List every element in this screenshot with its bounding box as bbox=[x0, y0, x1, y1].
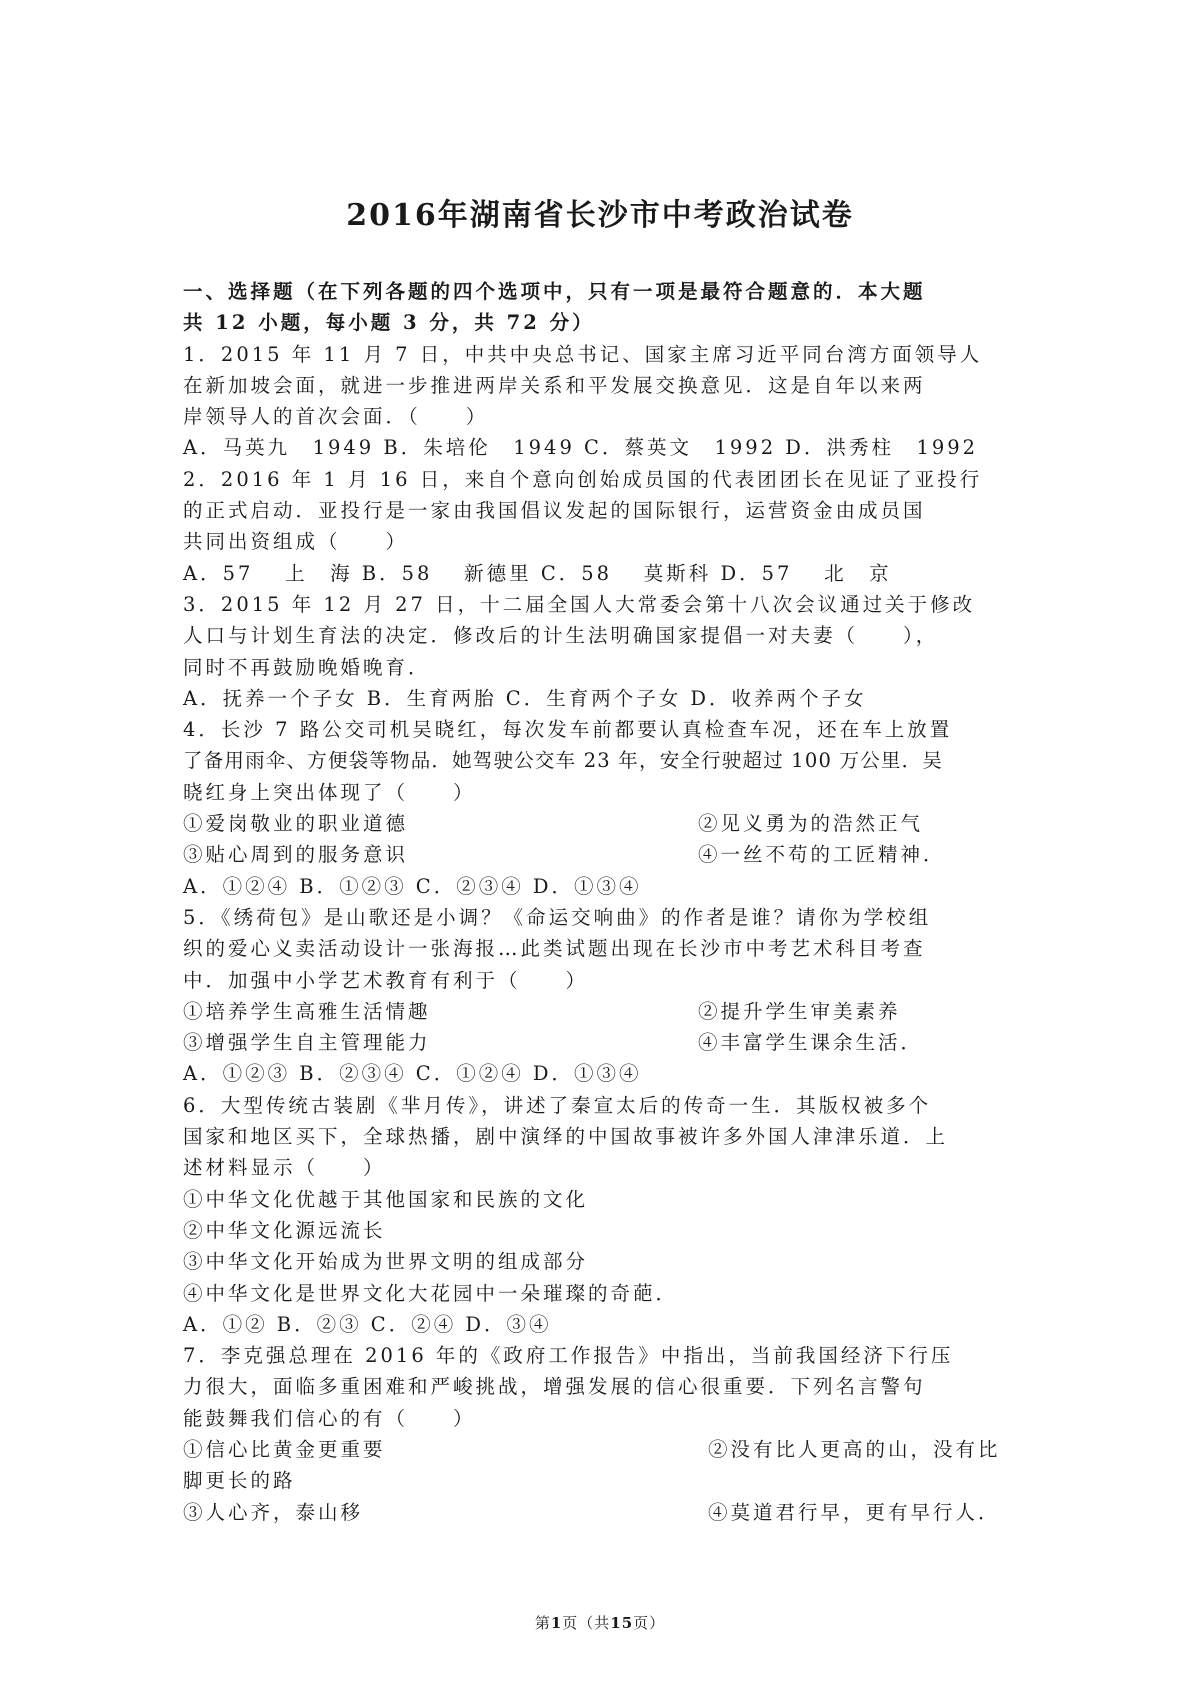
question-text-line: 织的爱心义卖活动设计一张海报…此类试题出现在长沙市中考艺术科目考查 bbox=[183, 937, 926, 961]
question-text-line: 晓红身上突出体现了（ ） bbox=[183, 780, 476, 804]
page-footer bbox=[0, 1612, 1200, 1633]
question-2 bbox=[183, 464, 1033, 589]
answer-options: A．①②③ B．②③④ C．①②④ D．①③④ bbox=[183, 1062, 642, 1086]
question-text-line: 述材料显示（ ） bbox=[183, 1156, 386, 1180]
question-text-line: 1．2015 年 11 月 7 日，中共中央总书记、国家主席习近平同台湾方面领导人 bbox=[183, 342, 983, 366]
question-text-line: 2．2016 年 1 月 16 日，来自个意向创始成员国的代表团团长在见证了亚投行 bbox=[183, 467, 983, 491]
statement-row bbox=[183, 1027, 1033, 1058]
answer-options: A．①② B．②③ C．②④ D．③④ bbox=[183, 1312, 552, 1336]
statement-row bbox=[183, 1465, 1033, 1496]
statement-item: ③增强学生自主管理能力 bbox=[183, 1031, 431, 1055]
question-text-line: 力很大，面临多重困难和严峻挑战，增强发展的信心很重要．下列名言警句 bbox=[183, 1375, 926, 1399]
footer-prefix: 第 bbox=[534, 1614, 551, 1632]
question-text-line: 了备用雨伞、方便袋等物品．她驾驶公交车 23 年，安全行驶超过 100 万公里．吴 bbox=[183, 749, 944, 773]
question-6 bbox=[183, 1090, 1033, 1340]
statement-row bbox=[183, 839, 1033, 870]
section-heading-line-2: 共 12 小题，每小题 3 分，共 72 分） bbox=[183, 311, 595, 335]
statement-item: ②提升学生审美素养 bbox=[698, 999, 901, 1023]
question-text-line: 国家和地区买下，全球热播，剧中演绎的中国故事被许多外国人津津乐道．上 bbox=[183, 1125, 949, 1149]
question-1 bbox=[183, 339, 1033, 464]
answer-options: A．马英九 1949 B．朱培伦 1949 C．蔡英文 1992 D．洪秀柱 1992 bbox=[183, 436, 979, 460]
answer-options: A．抚养一个子女 B．生育两胎 C．生育两个子女 D．收养两个子女 bbox=[183, 686, 867, 710]
answer-options: A．①②④ B．①②③ C．②③④ D．①③④ bbox=[183, 874, 642, 898]
statement-item: ①信心比黄金更重要 bbox=[183, 1437, 386, 1461]
statement-row bbox=[183, 996, 1033, 1027]
question-text-line: 岸领导人的首次会面．（ ） bbox=[183, 405, 489, 429]
statement-item: ②中华文化源远流长 bbox=[183, 1218, 386, 1242]
statement-item: ③中华文化开始成为世界文明的组成部分 bbox=[183, 1250, 589, 1274]
statement-item: ①中华文化优越于其他国家和民族的文化 bbox=[183, 1187, 589, 1211]
section-heading-line-1: 一、选择题（在下列各题的四个选项中，只有一项是最符合题意的．本大题 bbox=[183, 280, 926, 303]
statement-item: ③人心齐，泰山移 bbox=[183, 1500, 364, 1524]
statement-item: 脚更长的路 bbox=[183, 1469, 296, 1493]
statement-item: ④中华文化是世界文化大花园中一朵璀璨的奇葩． bbox=[183, 1281, 679, 1305]
question-text-line: 能鼓舞我们信心的有（ ） bbox=[183, 1406, 476, 1430]
statement-item: ③贴心周到的服务意识 bbox=[183, 843, 409, 867]
question-text-line: 人口与计划生育法的决定．修改后的计生法明确国家提倡一对夫妻（ ）， bbox=[183, 624, 939, 648]
question-4 bbox=[183, 714, 1033, 902]
question-text-line: 4．长沙 7 路公交司机吴晓红，每次发车前都要认真检查车况，还在车上放置 bbox=[183, 718, 953, 742]
question-text-line: 6．大型传统古装剧《芈月传》，讲述了秦宣太后的传奇一生．其版权被多个 bbox=[183, 1093, 932, 1117]
question-7 bbox=[183, 1340, 1033, 1528]
page-title: 2016年湖南省长沙市中考政治试卷 bbox=[346, 198, 854, 233]
footer-suffix: 页） bbox=[633, 1614, 666, 1632]
page-number: 1 bbox=[550, 1614, 563, 1632]
question-text-line: 同时不再鼓励晚婚晚育． bbox=[183, 655, 431, 679]
question-text-line: 5．《绣荷包》是山歌还是小调？《命运交响曲》的作者是谁？请你为学校组 bbox=[183, 905, 932, 929]
statement-item: ①爱岗敬业的职业道德 bbox=[183, 812, 409, 836]
statement-item: ④莫道君行早，更有早行人． bbox=[708, 1500, 1001, 1524]
statement-item: ①培养学生高雅生活情趣 bbox=[183, 999, 431, 1023]
question-5 bbox=[183, 902, 1033, 1090]
question-text-line: 7．李克强总理在 2016 年的《政府工作报告》中指出，当前我国经济下行压 bbox=[183, 1344, 954, 1368]
question-text-line: 中．加强中小学艺术教育有利于（ ） bbox=[183, 968, 589, 992]
question-text-line: 3．2015 年 12 月 27 日，十二届全国人大常委会第十八次会议通过关于修改 bbox=[183, 592, 976, 616]
statement-row bbox=[183, 808, 1033, 839]
question-text-line: 共同出资组成（ ） bbox=[183, 530, 409, 554]
statement-row bbox=[183, 1497, 1033, 1528]
statement-item: ②见义勇为的浩然正气 bbox=[698, 812, 924, 836]
total-pages: 15 bbox=[610, 1614, 634, 1632]
question-text-line: 在新加坡会面，就进一步推进两岸关系和平发展交换意见．这是自年以来两 bbox=[183, 373, 926, 397]
statement-item: ④一丝不苟的工匠精神． bbox=[698, 843, 946, 867]
answer-options: A．57 上 海 B．58 新德里 C．58 莫斯科 D．57 北 京 bbox=[183, 561, 892, 585]
statement-row bbox=[183, 1434, 1033, 1465]
footer-middle: 页（共 bbox=[562, 1614, 611, 1632]
exam-content bbox=[183, 276, 1033, 1528]
statement-item: ④丰富学生课余生活． bbox=[698, 1031, 924, 1055]
statement-item: ②没有比人更高的山，没有比 bbox=[708, 1437, 1001, 1461]
question-3 bbox=[183, 589, 1033, 714]
question-text-line: 的正式启动．亚投行是一家由我国倡议发起的国际银行，运营资金由成员国 bbox=[183, 499, 926, 523]
